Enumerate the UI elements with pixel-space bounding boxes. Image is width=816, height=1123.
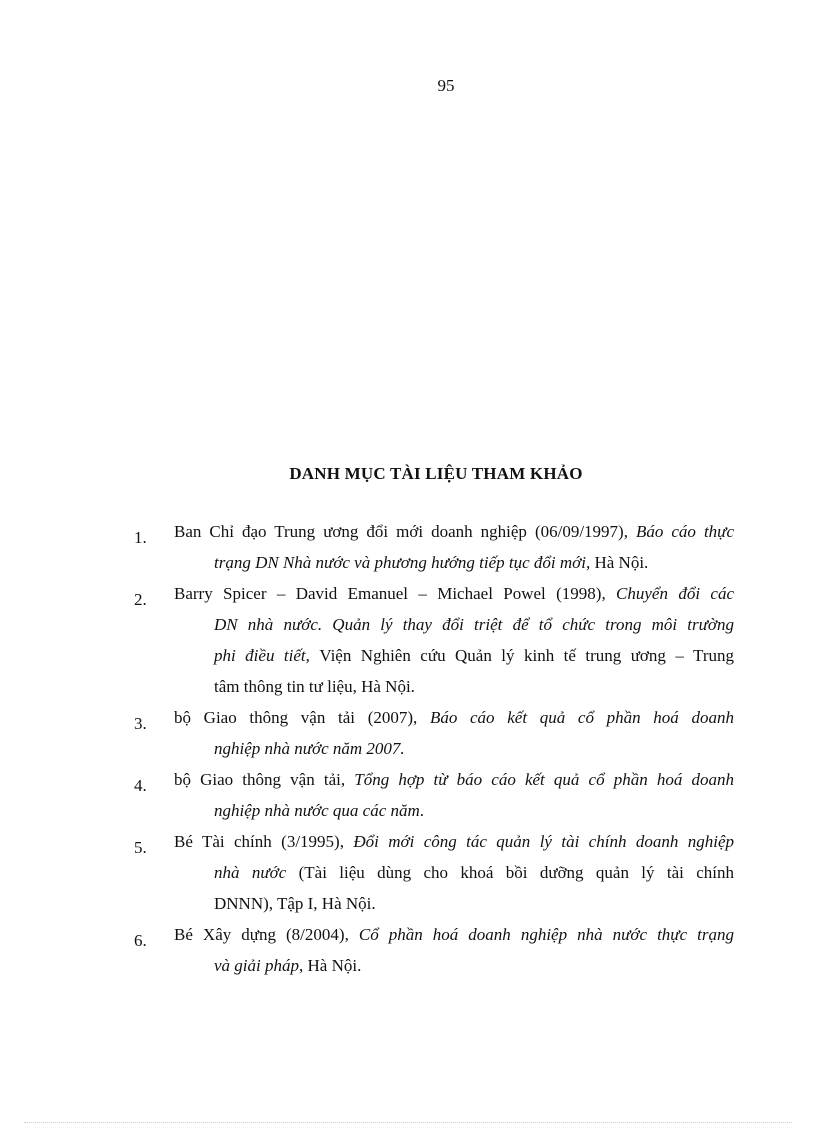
reference-number: 6. — [134, 931, 147, 950]
reference-title-segment: Chuyển đổi các — [616, 584, 734, 603]
reference-line — [174, 888, 734, 919]
reference-segment: Hà Nội. — [594, 553, 649, 572]
reference-number: 2. — [134, 590, 147, 609]
reference-item — [134, 826, 734, 919]
reference-segment: bộ Giao thông vận tải (2007), — [174, 708, 430, 727]
reference-segment: Barry Spicer – David Emanuel – Michael Powel (1998), — [174, 584, 617, 603]
reference-line — [174, 950, 734, 981]
reference-segment: Ban Chỉ đạo Trung ương đổi mới doanh nghiệp (06/09/1997), — [174, 522, 636, 541]
reference-title-segment: nghiệp nhà nước qua các năm — [214, 801, 420, 820]
reference-item — [134, 702, 734, 764]
reference-line — [174, 640, 734, 671]
reference-text — [174, 764, 734, 826]
reference-segment: , Hà Nội. — [299, 956, 362, 975]
reference-line — [174, 764, 734, 795]
reference-text — [174, 919, 734, 981]
reference-text — [174, 578, 734, 702]
reference-title-segment: nhà nước — [214, 863, 299, 882]
document-title: DANH MỤC TÀI LIỆU THAM KHẢO — [289, 464, 583, 483]
reference-line — [174, 609, 734, 640]
reference-segment: DNNN), Tập I, Hà Nội. — [214, 894, 376, 913]
reference-line — [174, 733, 734, 764]
reference-number: 1. — [134, 528, 147, 547]
reference-segment: bộ Giao thông vận tải, — [174, 770, 355, 789]
reference-number: 3. — [134, 714, 147, 733]
reference-number: 5. — [134, 838, 147, 857]
reference-line — [174, 671, 734, 702]
reference-title-segment: DN nhà nước. Quản lý thay đổi triệt để tổ chức trong môi trường — [214, 615, 734, 634]
reference-segment: Viện Nghiên cứu Quản lý kinh tế trung ương – Trung — [319, 646, 734, 665]
reference-text — [174, 702, 734, 764]
reference-line — [174, 919, 734, 950]
reference-line — [174, 578, 734, 609]
reference-item — [134, 764, 734, 826]
reference-number: 4. — [134, 776, 147, 795]
reference-title-segment: trạng DN Nhà nước và phương hướng tiếp tục đổi mới, — [214, 553, 595, 572]
reference-text — [174, 516, 734, 578]
reference-title-segment: Báo cáo thực — [635, 522, 734, 541]
reference-title-segment: Đổi mới công tác quản lý tài chính doanh nghiệp — [353, 832, 735, 851]
reference-segment: . — [419, 801, 425, 820]
reference-line — [174, 702, 734, 733]
reference-line — [174, 547, 734, 578]
reference-item — [134, 516, 734, 578]
reference-title-segment: và giải pháp — [214, 956, 299, 975]
reference-line — [174, 795, 734, 826]
page-number: 95 — [437, 76, 455, 95]
reference-title-segment: nghiệp nhà nước năm 2007. — [214, 739, 405, 758]
reference-title-segment: Tổng hợp từ báo cáo kết quả cổ phần hoá doanh — [354, 770, 734, 789]
reference-title-segment: Cổ phần hoá doanh nghiệp nhà nước thực trạng — [358, 925, 734, 944]
reference-line — [174, 857, 734, 888]
reference-item — [134, 919, 734, 981]
reference-line — [174, 516, 734, 547]
reference-segment: Bé Tài chính (3/1995), — [174, 832, 354, 851]
reference-item — [134, 578, 734, 702]
reference-line — [174, 826, 734, 857]
reference-segment: tâm thông tin tư liệu, Hà Nội. — [214, 677, 415, 696]
reference-segment: (Tài liệu dùng cho khoá bồi dưỡng quản lý tài chính — [298, 863, 735, 882]
reference-text — [174, 826, 734, 919]
reference-title-segment: phi điều tiết, — [214, 646, 320, 665]
reference-segment: Bé Xây dựng (8/2004), — [174, 925, 359, 944]
reference-title-segment: Báo cáo kết quả cổ phần hoá doanh — [429, 708, 734, 727]
reference-list — [134, 516, 734, 981]
